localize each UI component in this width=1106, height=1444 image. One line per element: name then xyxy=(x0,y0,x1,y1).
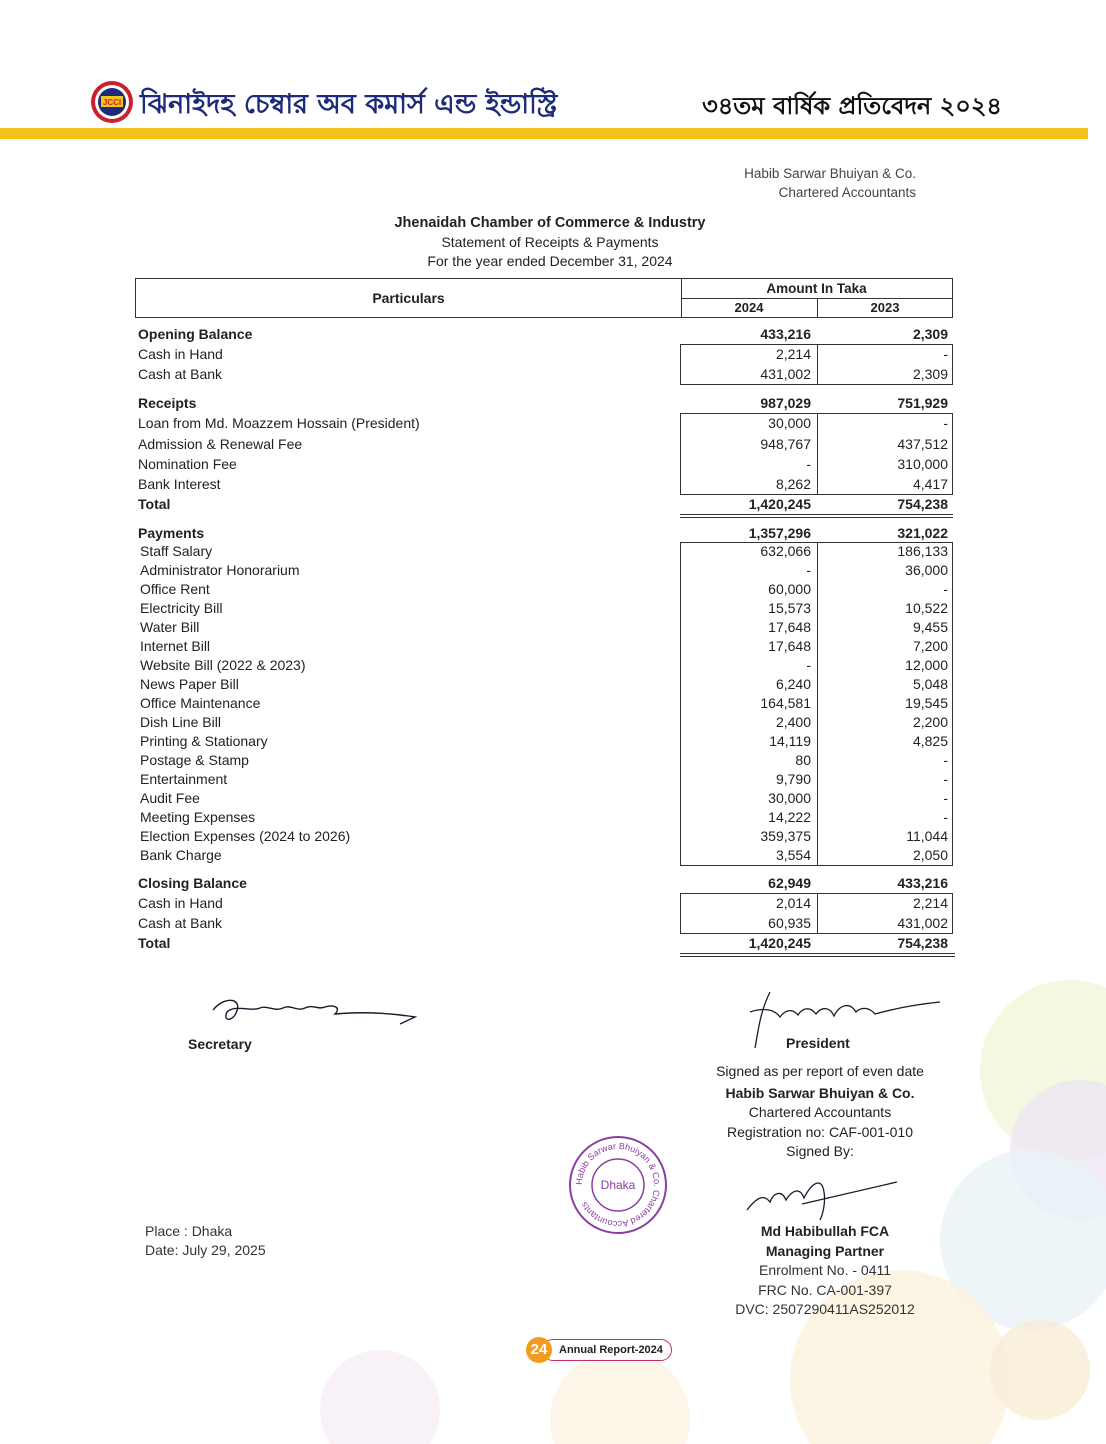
row-value-2024: 60,935 xyxy=(768,915,811,931)
registration-no: Registration no: CAF-001-010 xyxy=(727,1123,913,1140)
row-value-2024: 359,375 xyxy=(760,828,811,844)
closing-balance-row xyxy=(138,875,954,894)
row-value-2024: - xyxy=(806,562,811,578)
row-label: Closing Balance xyxy=(138,875,247,891)
deco-circle xyxy=(320,1350,440,1444)
auditor-firm: Habib Sarwar Bhuiyan & Co. xyxy=(744,166,916,181)
row-value-2024: 2,014 xyxy=(775,895,811,911)
partner-enrolment: Enrolment No. - 0411 xyxy=(758,1262,892,1278)
row-value-2023: 36,000 xyxy=(905,562,948,578)
row-value-2023: - xyxy=(943,581,948,597)
row-label: Cash in Hand xyxy=(138,895,223,911)
firm-seal xyxy=(566,1133,670,1237)
partner-name: Md Habibullah FCA xyxy=(760,1223,890,1239)
row-label: Entertainment xyxy=(140,771,228,787)
opening-balance-row xyxy=(138,326,954,345)
date: Date: July 29, 2025 xyxy=(145,1242,266,1258)
row-value-2024: 431,002 xyxy=(760,366,811,382)
row-value-2023: 2,214 xyxy=(912,895,948,911)
table-row xyxy=(140,733,954,752)
partner-frc: FRC No. CA-001-397 xyxy=(758,1281,892,1298)
row-value-2023: - xyxy=(943,752,948,768)
col-amount: Amount In Taka xyxy=(681,279,952,299)
row-label: Bank Interest xyxy=(138,476,221,492)
auditor-designation: Chartered Accountants xyxy=(778,185,916,200)
row-label: Cash at Bank xyxy=(138,915,223,931)
table-row xyxy=(140,543,954,562)
table-row xyxy=(138,415,954,434)
table-header xyxy=(135,278,953,318)
page-number: 24 xyxy=(526,1337,552,1363)
report-title: ৩৪তম বার্ষিক প্রতিবেদন ২০২৪ xyxy=(702,92,1002,120)
signed-note: Signed as per report of even date xyxy=(716,1063,924,1079)
row-value-2023: 2,050 xyxy=(912,847,948,863)
deco-circle xyxy=(550,1350,690,1444)
row-label: Printing & Stationary xyxy=(140,733,268,749)
row-label: Loan from Md. Moazzem Hossain (President) xyxy=(138,415,420,431)
table-row xyxy=(138,436,954,455)
row-value-2024: 60,000 xyxy=(768,581,811,597)
receipts-row xyxy=(138,395,954,414)
table-row xyxy=(140,771,954,790)
col-year-2024: 2024 xyxy=(681,299,818,317)
row-value-2023: 310,000 xyxy=(897,456,948,472)
row-value-2024: 30,000 xyxy=(768,790,811,806)
place-date xyxy=(145,1222,266,1260)
row-value-2023: - xyxy=(943,415,948,431)
statement-heading xyxy=(300,214,800,271)
row-value-2024: 9,790 xyxy=(775,771,811,787)
row-value-2023: 4,417 xyxy=(912,476,948,492)
table-row xyxy=(140,714,954,733)
row-value-2023: 754,238 xyxy=(897,935,948,951)
row-label: Meeting Expenses xyxy=(140,809,256,825)
table-row xyxy=(140,828,954,847)
row-label: Electricity Bill xyxy=(140,600,223,616)
row-value-2024: 62,949 xyxy=(768,875,811,891)
row-label: Payments xyxy=(138,525,205,541)
row-label: Website Bill (2022 & 2023) xyxy=(140,657,306,673)
table-row xyxy=(138,476,954,495)
row-value-2023: 4,825 xyxy=(912,733,948,749)
secretary-signature xyxy=(205,990,425,1035)
table-row xyxy=(138,456,954,475)
row-value-2023: 321,022 xyxy=(897,525,948,541)
row-value-2024: - xyxy=(806,657,811,673)
row-label: Postage & Stamp xyxy=(140,752,249,768)
row-value-2024: 632,066 xyxy=(760,543,811,559)
row-value-2024: 948,767 xyxy=(760,436,811,452)
row-value-2024: 15,573 xyxy=(768,600,811,616)
row-value-2024: 987,029 xyxy=(760,395,811,411)
logo-text: JCCI xyxy=(102,98,122,107)
row-label: Internet Bill xyxy=(140,638,211,654)
partner-signature xyxy=(742,1172,902,1222)
row-value-2023: 2,309 xyxy=(912,366,948,382)
table-row xyxy=(140,790,954,809)
row-label: Audit Fee xyxy=(140,790,200,806)
row-label: Nomination Fee xyxy=(138,456,237,472)
row-label: Dish Line Bill xyxy=(140,714,221,730)
row-value-2024: 8,262 xyxy=(775,476,811,492)
row-value-2023: - xyxy=(943,771,948,787)
table-row xyxy=(140,657,954,676)
place: Place : Dhaka xyxy=(145,1223,233,1239)
row-label: Election Expenses (2024 to 2026) xyxy=(140,828,351,844)
table-row xyxy=(140,638,954,657)
auditor-firm-sign: Habib Sarwar Bhuiyan & Co. xyxy=(725,1084,915,1101)
row-value-2023: 11,044 xyxy=(906,828,948,844)
statement-org: Jhenaidah Chamber of Commerce & Industry xyxy=(394,215,706,231)
statement-period: For the year ended December 31, 2024 xyxy=(427,253,673,269)
partner-details xyxy=(710,1222,940,1320)
row-value-2024: 80 xyxy=(795,752,811,768)
table-row xyxy=(140,676,954,695)
partner-dvc: DVC: 2507290411AS252012 xyxy=(735,1301,915,1317)
row-value-2024: 1,420,245 xyxy=(748,935,811,951)
row-value-2024: 164,581 xyxy=(760,695,811,711)
row-value-2024: 14,119 xyxy=(769,733,811,749)
secretary-label: Secretary xyxy=(188,1036,252,1052)
deco-circle xyxy=(990,1320,1090,1420)
total-double-rule xyxy=(680,953,955,954)
row-value-2024: 2,214 xyxy=(775,346,811,362)
row-value-2024: 1,357,296 xyxy=(748,525,811,541)
row-value-2023: 433,216 xyxy=(897,875,948,891)
table-row xyxy=(140,581,954,600)
signed-by: Signed By: xyxy=(786,1143,854,1159)
table-row xyxy=(138,366,954,385)
row-value-2024: 1,420,245 xyxy=(748,496,811,512)
auditor-letterhead xyxy=(690,164,916,202)
row-value-2023: 5,048 xyxy=(912,676,948,692)
header xyxy=(0,0,1106,140)
total-double-rule xyxy=(680,956,955,957)
table-row xyxy=(140,847,954,866)
table-row xyxy=(140,619,954,638)
seal-center: Dhaka xyxy=(600,1178,636,1192)
row-label: Administrator Honorarium xyxy=(140,562,300,578)
row-value-2024: 2,400 xyxy=(775,714,811,730)
row-value-2023: - xyxy=(943,790,948,806)
table-row xyxy=(138,346,954,365)
table-row xyxy=(138,895,954,914)
jcci-logo xyxy=(90,80,134,124)
col-particulars: Particulars xyxy=(136,279,682,317)
row-label: Total xyxy=(138,496,171,512)
row-value-2023: 9,455 xyxy=(912,619,948,635)
row-label: Receipts xyxy=(138,395,197,411)
closing-total-row xyxy=(138,935,954,954)
table-row xyxy=(140,562,954,581)
row-value-2024: 14,222 xyxy=(768,809,811,825)
col-year-2023: 2023 xyxy=(870,300,900,315)
row-label: Water Bill xyxy=(140,619,200,635)
row-value-2023: 754,238 xyxy=(897,496,948,512)
president-label: President xyxy=(786,1035,850,1051)
table-row xyxy=(140,752,954,771)
row-label: Cash at Bank xyxy=(138,366,223,382)
seal-ring-text: Habib Sarwar Bhuiyan & Co. Chartered Accountants xyxy=(573,1140,663,1230)
row-value-2024: 6,240 xyxy=(775,676,811,692)
header-accent-bar xyxy=(0,128,1088,139)
row-value-2024: - xyxy=(806,456,811,472)
row-label: Total xyxy=(138,935,171,951)
row-value-2024: 30,000 xyxy=(768,415,811,431)
total-double-rule xyxy=(680,517,953,518)
row-label: Office Maintenance xyxy=(140,695,261,711)
row-value-2023: 437,512 xyxy=(897,436,948,452)
row-value-2023: 10,522 xyxy=(905,600,948,616)
row-label: Opening Balance xyxy=(138,326,253,342)
row-value-2023: 19,545 xyxy=(905,695,948,711)
table-row xyxy=(140,600,954,619)
row-label: Cash in Hand xyxy=(138,346,223,362)
row-value-2023: 186,133 xyxy=(897,543,948,559)
partner-role: Managing Partner xyxy=(765,1242,885,1259)
total-double-rule xyxy=(680,514,953,515)
table-row xyxy=(140,809,954,828)
row-label: News Paper Bill xyxy=(140,676,239,692)
row-label: Staff Salary xyxy=(140,543,213,559)
row-value-2023: 2,309 xyxy=(912,326,948,342)
row-value-2024: 17,648 xyxy=(768,619,811,635)
row-value-2023: 751,929 xyxy=(897,395,948,411)
row-value-2024: 17,648 xyxy=(768,638,811,654)
org-name: ঝিনাইদহ চেম্বার অব কমার্স এন্ড ইন্ডাস্ট্রি xyxy=(140,89,558,120)
auditor-signature-block xyxy=(680,1062,960,1162)
row-value-2023: 2,200 xyxy=(912,714,948,730)
row-value-2024: 3,554 xyxy=(775,847,811,863)
table-row xyxy=(138,915,954,934)
row-value-2023: - xyxy=(943,346,948,362)
row-value-2023: 12,000 xyxy=(905,657,948,673)
receipts-total-row xyxy=(138,496,954,515)
row-label: Office Rent xyxy=(140,581,210,597)
table-row xyxy=(140,695,954,714)
row-value-2023: 431,002 xyxy=(897,915,948,931)
row-value-2023: 7,200 xyxy=(912,638,948,654)
auditor-designation-sign: Chartered Accountants xyxy=(748,1104,892,1120)
row-label: Admission & Renewal Fee xyxy=(138,436,303,452)
footer-label: Annual Report-2024 xyxy=(542,1339,672,1361)
row-value-2023: - xyxy=(943,809,948,825)
row-label: Bank Charge xyxy=(140,847,222,863)
statement-title: Statement of Receipts & Payments xyxy=(441,234,659,250)
row-value-2024: 433,216 xyxy=(760,326,811,342)
